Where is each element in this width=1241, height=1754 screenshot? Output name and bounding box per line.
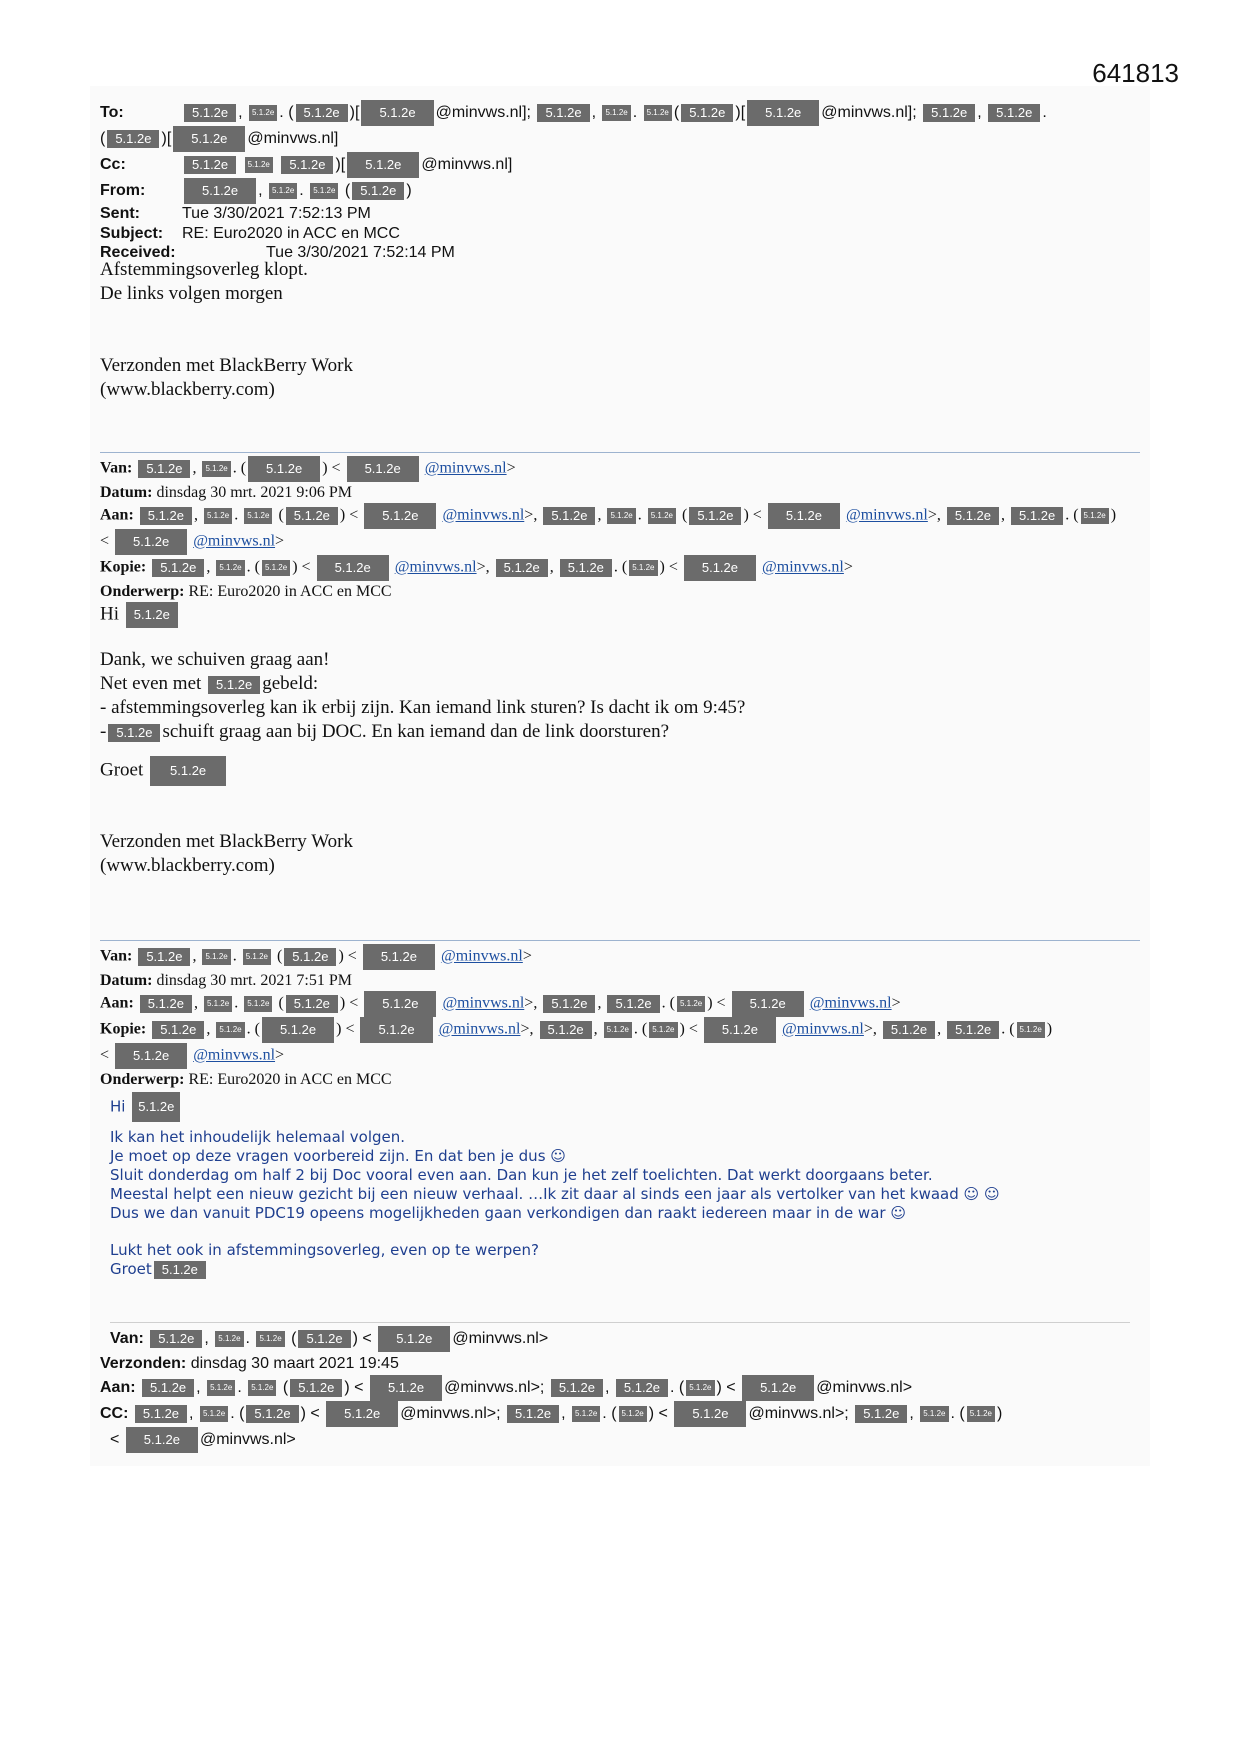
redaction-box: 5.1.2e (378, 1326, 450, 1352)
redaction-box: 5.1.2e (352, 182, 404, 200)
redaction-box: 5.1.2e (184, 104, 236, 122)
redaction-box: 5.1.2e (107, 130, 159, 148)
redaction-box: 5.1.2e (126, 1427, 198, 1453)
redaction-box: 5.1.2e (202, 949, 230, 965)
redaction-box: 5.1.2e (648, 508, 676, 524)
redaction-box: 5.1.2e (138, 948, 190, 966)
redaction-box: 5.1.2e (619, 1406, 647, 1422)
redaction-box: 5.1.2e (200, 1406, 228, 1422)
redaction-box: 5.1.2e (649, 1022, 677, 1038)
redaction-box: 5.1.2e (540, 1021, 592, 1039)
redaction-box: 5.1.2e (543, 995, 595, 1013)
redaction-box: 5.1.2e (361, 100, 433, 126)
email-link[interactable]: @minvws.nl (442, 994, 525, 1012)
email-link[interactable]: @minvws.nl (394, 558, 477, 576)
redaction-box: 5.1.2e (243, 949, 271, 965)
email1-header (100, 100, 1140, 263)
redaction-box: 5.1.2e (883, 1021, 935, 1039)
redaction-box: 5.1.2e (947, 1021, 999, 1039)
email-link[interactable]: @minvws.nl (438, 1020, 521, 1038)
redaction-box: 5.1.2e (681, 104, 733, 122)
redaction-box: 5.1.2e (126, 602, 178, 628)
redaction-box: 5.1.2e (204, 996, 232, 1012)
redaction-box: 5.1.2e (360, 1017, 432, 1043)
redaction-box: 5.1.2e (290, 1379, 342, 1397)
email-link[interactable]: @minvws.nl (424, 459, 507, 477)
redaction-box: 5.1.2e (347, 152, 419, 178)
redaction-box: 5.1.2e (1081, 508, 1109, 524)
redaction-box: 5.1.2e (317, 555, 389, 581)
email1-from-row: From: 5.1.2e , 5.1.2e . 5.1.2e ( 5.1.2e ) (100, 178, 1140, 204)
redaction-box: 5.1.2e (142, 1379, 194, 1397)
redaction-box: 5.1.2e (115, 1043, 187, 1069)
redaction-box: 5.1.2e (920, 1406, 948, 1422)
redaction-box: 5.1.2e (108, 724, 160, 742)
separator (110, 1322, 1130, 1323)
redaction-box: 5.1.2e (604, 1022, 632, 1038)
email-link[interactable]: @minvws.nl (193, 532, 276, 550)
redaction-box: 5.1.2e (202, 461, 230, 477)
redaction-box: 5.1.2e (607, 508, 635, 524)
redaction-box: 5.1.2e (152, 559, 204, 577)
redaction-box: 5.1.2e (138, 460, 190, 478)
redaction-box: 5.1.2e (115, 529, 187, 555)
redaction-box: 5.1.2e (207, 1380, 235, 1396)
redaction-box: 5.1.2e (326, 1401, 398, 1427)
redaction-box: 5.1.2e (184, 156, 236, 174)
redaction-box: 5.1.2e (947, 507, 999, 525)
email1-body: Afstemmingsoverleg klopt. De links volgen morgen Verzonden met BlackBerry Work (www.blackberry.com) (100, 259, 353, 400)
redaction-box: 5.1.2e (154, 1261, 206, 1279)
redaction-box: 5.1.2e (560, 559, 612, 577)
redaction-box: 5.1.2e (296, 104, 348, 122)
redaction-box: 5.1.2e (602, 105, 630, 121)
redaction-box: 5.1.2e (507, 1405, 559, 1423)
redaction-box: 5.1.2e (747, 100, 819, 126)
redaction-box: 5.1.2e (248, 1380, 276, 1396)
email-link[interactable]: @minvws.nl (809, 994, 892, 1012)
redaction-box: 5.1.2e (543, 507, 595, 525)
redaction-box: 5.1.2e (152, 1021, 204, 1039)
email1-to-row: To: 5.1.2e , 5.1.2e . ( 5.1.2e )[ 5.1.2e @minvws.nl]; 5.1.2e , 5.1.2e . 5.1.2e ( 5.1.2e )[ 5.1.2e @minvws.nl]; 5.1.2e , 5.1.2e . (100, 100, 1140, 126)
redaction-box: 5.1.2e (732, 991, 804, 1017)
redaction-box: 5.1.2e (256, 1331, 284, 1347)
email1-sent-row: Sent: Tue 3/30/2021 7:52:13 PM (100, 205, 371, 222)
redaction-box: 5.1.2e (644, 105, 672, 121)
redaction-box: 5.1.2e (686, 1380, 714, 1396)
email1-subject-row: Subject: RE: Euro2020 in ACC en MCC (100, 224, 400, 242)
redaction-box: 5.1.2e (249, 105, 277, 121)
redaction-box: 5.1.2e (132, 1092, 180, 1122)
email-link[interactable]: @minvws.nl (845, 506, 928, 524)
email2-body: Hi 5.1.2e Dank, we schuiven graag aan! Net even met 5.1.2e gebeld: - afstemmingsoverleg kan ik erbij zijn. Kan iemand link sturen? Is dacht ik om 9:45? - 5.1.2e schuift graag aan bij DOC. En kan iemand dan de link doorsturen? Groet 5.1.2e Verzonden met BlackBerry Work (www.blackberry.com) (100, 603, 746, 876)
redaction-box: 5.1.2e (215, 1331, 243, 1347)
redaction-box: 5.1.2e (496, 559, 548, 577)
redaction-box: 5.1.2e (244, 996, 272, 1012)
redaction-box: 5.1.2e (269, 183, 297, 199)
redaction-box: 5.1.2e (262, 560, 290, 576)
email3-header: Van: 5.1.2e , 5.1.2e . 5.1.2e ( 5.1.2e ) < 5.1.2e @minvws.nl> Datum: dinsdag 30 mrt. 2021 7:51 PM Aan: 5.1.2e , 5.1.2e . 5.1.2e ( 5.1.2e ) < 5.1.2e @minvws.nl>, 5.1.2e , 5.1.2e . ( 5.1.2e ) < 5.1.2e @minvws.nl> Kopie: 5.1.2e , 5.1.2e . ( 5.1.2e ) < 5.1.2e @minvws.nl>, 5.1.2e , 5.1.2e . ( 5.1.2e ) < 5.1.2e @minvws.nl>, 5.1.2e , 5.1.2e . ( 5.1.2e ) < 5.1.2e @minvws.nl> Onderwerp: RE: Euro2020 in ACC en MCC (100, 944, 1140, 1090)
redaction-box: 5.1.2e (150, 756, 226, 786)
redaction-box: 5.1.2e (607, 995, 659, 1013)
separator (100, 940, 1140, 941)
redaction-box: 5.1.2e (140, 507, 192, 525)
redaction-box: 5.1.2e (923, 104, 975, 122)
redaction-box: 5.1.2e (616, 1379, 668, 1397)
redaction-box: 5.1.2e (364, 991, 436, 1017)
redaction-box: 5.1.2e (988, 104, 1040, 122)
redaction-box: 5.1.2e (262, 1017, 334, 1043)
email-link[interactable]: @minvws.nl (193, 1046, 276, 1064)
separator (100, 452, 1140, 453)
redaction-box: 5.1.2e (629, 560, 657, 576)
email1-received-row: Received: Tue 3/30/2021 7:52:14 PM (100, 244, 455, 261)
redaction-box: 5.1.2e (537, 104, 589, 122)
redaction-box: 5.1.2e (364, 503, 436, 529)
redaction-box: 5.1.2e (208, 676, 260, 694)
email-link[interactable]: @minvws.nl (442, 506, 525, 524)
redaction-box: 5.1.2e (298, 1330, 350, 1348)
redaction-box: 5.1.2e (347, 456, 419, 482)
redaction-box: 5.1.2e (150, 1330, 202, 1348)
redaction-box: 5.1.2e (216, 560, 244, 576)
redaction-box: 5.1.2e (244, 508, 272, 524)
redaction-box: 5.1.2e (246, 1405, 298, 1423)
email2-header: Van: 5.1.2e , 5.1.2e . ( 5.1.2e ) < 5.1.2e @minvws.nl> Datum: dinsdag 30 mrt. 2021 9:06 PM Aan: 5.1.2e , 5.1.2e . 5.1.2e ( 5.1.2e ) < 5.1.2e @minvws.nl>, 5.1.2e , 5.1.2e . 5.1.2e ( 5.1.2e ) < 5.1.2e @minvws.nl>, 5.1.2e , 5.1.2e . ( 5.1.2e ) < 5.1.2e @minvws.nl> Kopie: 5.1.2e , 5.1.2e . ( 5.1.2e ) < 5.1.2e @minvws.nl>, 5.1.2e , 5.1.2e . ( 5.1.2e ) < 5.1.2e @minvws.nl> Onderwerp: RE: Euro2020 in ACC en MCC (100, 456, 1140, 602)
redaction-box: 5.1.2e (281, 156, 333, 174)
redaction-box: 5.1.2e (855, 1405, 907, 1423)
redaction-box: 5.1.2e (551, 1379, 603, 1397)
redaction-box: 5.1.2e (689, 507, 741, 525)
redaction-box: 5.1.2e (684, 555, 756, 581)
redaction-box: 5.1.2e (704, 1017, 776, 1043)
email-link[interactable]: @minvws.nl (440, 947, 523, 965)
redaction-box: 5.1.2e (674, 1401, 746, 1427)
email-link[interactable]: @minvws.nl (762, 558, 844, 576)
redaction-box: 5.1.2e (677, 996, 705, 1012)
redaction-box: 5.1.2e (140, 995, 192, 1013)
email1-cc-row: Cc: 5.1.2e 5.1.2e 5.1.2e )[ 5.1.2e @minvws.nl] (100, 152, 1140, 178)
redaction-box: 5.1.2e (1011, 507, 1063, 525)
redaction-box: 5.1.2e (184, 178, 256, 204)
redaction-box: 5.1.2e (768, 503, 840, 529)
redaction-box: 5.1.2e (742, 1375, 814, 1401)
redaction-box: 5.1.2e (204, 508, 232, 524)
redaction-box: 5.1.2e (286, 995, 338, 1013)
redaction-box: 5.1.2e (245, 157, 273, 173)
email4-header: Van: 5.1.2e , 5.1.2e . 5.1.2e ( 5.1.2e ) < 5.1.2e @minvws.nl> Verzonden: dinsdag 30 maart 2021 19:45 Aan: 5.1.2e , 5.1.2e . 5.1.2e ( 5.1.2e ) < 5.1.2e @minvws.nl>; 5.1.2e , 5.1.2e . ( 5.1.2e ) < 5.1.2e @minvws.nl> CC: 5.1.2e , 5.1.2e . ( 5.1.2e ) < 5.1.2e @minvws.nl>; 5.1.2e , 5.1.2e . ( 5.1.2e ) < 5.1.2e @minvws.nl>; 5.1.2e , 5.1.2e . ( 5.1.2e ) < 5.1.2e @minvws.nl> (100, 1326, 1140, 1453)
redaction-box: 5.1.2e (1017, 1022, 1045, 1038)
email-link[interactable]: @minvws.nl (782, 1020, 864, 1038)
document-id: 641813 (1092, 58, 1179, 88)
email3-body: Hi 5.1.2e Ik kan het inhoudelijk helemaal volgen. Je moet op deze vragen voorbereid zijn. En dat ben je dus ☺ Sluit donderdag om half 2 bij Doc vooral even aan. Dan kun je het zelf toelichten. Dat werkt doorgaans beter. Meestal helpt een nieuw gezicht bij een nieuw verhaal. …Ik zit daar al sinds een jaar als vertolker van het kwaad ☺ ☺ Dus we dan vanuit PDC19 opeens mogelijkheden gaan verkondigen dan raakt iedereen maar in de war ☺ Lukt het ook in afstemmingsoverleg, even op te werpen? Groet 5.1.2e (110, 1092, 1150, 1279)
redaction-box: 5.1.2e (248, 456, 320, 482)
redaction-box: 5.1.2e (370, 1375, 442, 1401)
redaction-box: 5.1.2e (173, 126, 245, 152)
redaction-box: 5.1.2e (135, 1405, 187, 1423)
redaction-box: 5.1.2e (572, 1406, 600, 1422)
redaction-box: 5.1.2e (284, 948, 336, 966)
redaction-box: 5.1.2e (286, 507, 338, 525)
redaction-box: 5.1.2e (363, 944, 435, 970)
email1-to-row-cont: ( 5.1.2e )[ 5.1.2e @minvws.nl] (100, 126, 1140, 152)
redaction-box: 5.1.2e (310, 183, 338, 199)
redaction-box: 5.1.2e (967, 1406, 995, 1422)
redaction-box: 5.1.2e (216, 1022, 244, 1038)
